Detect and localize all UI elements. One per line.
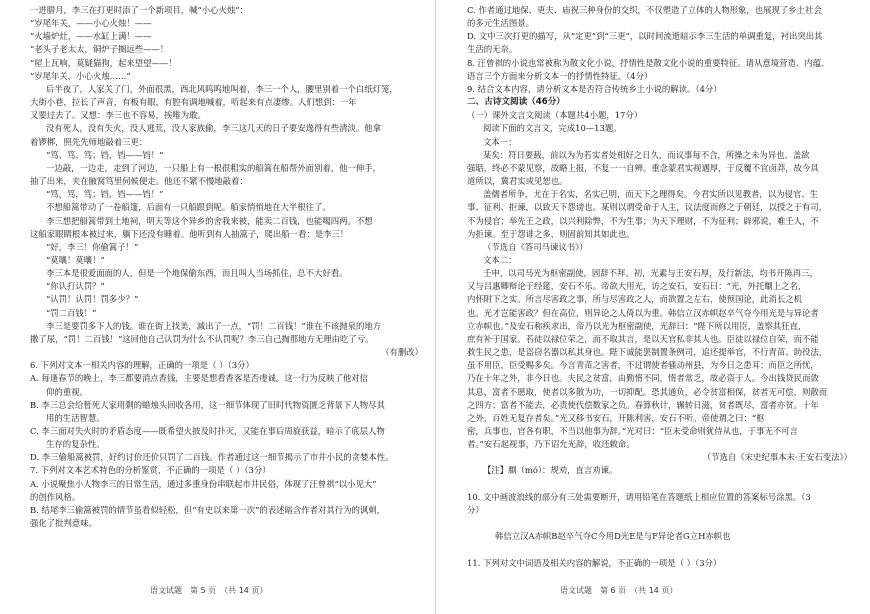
left-text-line: 后半夜了，人家关了门，外面很黑，西北风呜呜地叫着，李三一个人，腰里别着一个白纸灯笼， xyxy=(46,83,398,94)
left-text-line: 李三本是很爱面面的人，但是一个地保偷东西，而且叫人当场抓住，总不大好看。 xyxy=(46,268,348,279)
left-text-line: 7. 下列对文本艺术特色的分析鉴赏，不正确的一项是（ ）（3分） xyxy=(30,465,271,476)
right-text-line: 文本二： xyxy=(483,254,517,265)
left-text-line: 这船家眼睛根本被过来，躺下还没有睡着。他听到有人抽篙子，爬出船一看：是李三！ xyxy=(30,228,349,239)
left-text-line: 一边敲，一边走，走到了河边，一只船上有一根很粗实的船篙在船帮外面别着，他一伸手， xyxy=(46,162,381,173)
left-text-line: C. 李三面对失火时的矛盾态度——既希望火披及时扑灭，又能在事后周旋获益，暗示了底层人物 xyxy=(30,426,385,436)
right-text-line: 之四方；富者不能去，必责使代偿数家之负。春算秋计，辗转日滋，贫者既尽，富者亦贫。十年 xyxy=(467,399,819,410)
column-divider xyxy=(435,0,436,614)
left-text-line: 6. 下列对文本一相关内容的理解，正确的一项是（ ）（3分） xyxy=(30,360,254,371)
left-text-line: “莫嚷！莫嚷！” xyxy=(46,254,105,265)
right-text-line: （一）课外文言文阅读（本题共4小题，17分） xyxy=(467,110,643,121)
right-text-line: 不为侵官；举先王之政，以兴利除弊，不为生事；为天下理财，不为征利；辟邪说，难壬人，不 xyxy=(467,215,819,226)
left-text-line: “你认打认罚？” xyxy=(46,281,105,292)
right-text-line: 也。光才岂能害政？但在高位，则异论之人倚以为重。韩信立汉赤帜赵卒气夺今用光是与异论者 xyxy=(467,307,819,318)
footer-left-page-number: 语文试题 第 5 页 （共 14 页） xyxy=(150,586,268,595)
right-text-line: 庶有补于国家。若徒以禄位荣之，而不取其言，是以天官私非其人也。臣徒以禄位自荣，而不能 xyxy=(467,333,819,344)
right-text-line: 其息，富者不愿取，使者以多散为功，一切抑配。恐其通负，必令贫富相保，贫者无可偿，则散而 xyxy=(467,386,828,397)
footer-right-page-number: 语文试题 第 6 页 （共 14 页） xyxy=(560,586,678,595)
left-text-line: 李三想把船篙带到土地祠，明天等这个异乡的舍我来被，能卖二百钱，也能喝四两。不想 xyxy=(46,215,373,226)
right-text-line: 10. 文中画波浪线的部分有三处需要断开，请用铅笔在答题纸上相应位置的答案标号涂黑。（3 xyxy=(467,491,811,502)
left-text-line: 不想船篙带动了一卷船篷，后面有一只船跟到呢。船家悄悄地在大半根往了。 xyxy=(46,202,331,213)
right-text-line: 立赤帜也。”及安石称疾求出，帝乃以光为枢密副使，光辞曰：“陛下所以用臣，盖察其狂直， xyxy=(467,320,807,331)
left-text-line: 一进腊月，李三在打更时添了一个新项目，喊“小心火烛”： xyxy=(30,5,248,15)
left-text-line: 大街小巷，拉长了声音，有板有眼，有腔有调地喊着，听起来有点凄惨。人们想到：一年 xyxy=(30,97,357,108)
left-text-line: “老头子老太太，铜炉子搁远些——！ xyxy=(30,44,169,55)
left-text-line: “笃，笃，笃；铛，铛——铛！” xyxy=(46,189,164,200)
left-text-line: 又要过去了。又想：李三也不容易，挨唯为敢。 xyxy=(30,110,206,121)
left-text-line: 的创作风格。 xyxy=(30,491,81,502)
right-text-line: 二、古诗文阅读（46分） xyxy=(467,97,565,108)
right-text-line: 某矣：符日要载，前以为为若实者处相好之日久，而议事每不合，所操之未为异也。盖欲 xyxy=(483,149,810,160)
left-text-line: “岁尾年关，小心火烛……” xyxy=(30,70,131,81)
right-text-line: 韩信立汉A赤帜B赵卒气夺C今用D光E是与F异论者G立H赤帜也 xyxy=(495,531,731,542)
right-column xyxy=(437,0,870,614)
right-text-line: 救生民之患，是盗窃名器以私其身也。陛下诚能罢制置条例司，追还提举官，不行青苗、助役法， xyxy=(467,347,828,358)
left-text-line: 用的生活智慧。 xyxy=(46,412,105,423)
right-text-line: 道所以，冀君实或见恕也。 xyxy=(467,176,568,187)
right-text-line: 之外，百姓无复存者矣。”光又移书安石，开陈利害，安石不听。帝使谓之曰：“枢 xyxy=(467,412,765,423)
left-text-line: “火墙炉灶，——水缸上满！—— xyxy=(30,31,152,42)
right-text-line: 盖儒者所争，尤在于名实，名实已明，而天下之理得矣。今君实所以见教者，以为侵官、生 xyxy=(483,189,818,200)
left-text-line: 生存的复杂性。 xyxy=(46,439,105,450)
right-text-line xyxy=(467,517,856,530)
left-text-line: “好，李三！你偷篙子！” xyxy=(46,241,139,252)
right-text-line: （节选自《宋史纪事本末·王安石变法》） xyxy=(702,452,852,463)
right-text-line: 的多元生活图景。 xyxy=(467,18,534,29)
right-text-line: 【注】劘（mó）：规劝，直言劝谏。 xyxy=(483,465,618,476)
right-text-line: 语言三个方面来分析文本一的抒情性特征。（4分） xyxy=(467,70,653,81)
right-text-line: 密，兵事也，官各有职，不当以他事为辞。”光对曰：“臣未受命则犹侍从也，于事无不可言 xyxy=(467,426,798,436)
left-text-line: “罚二百钱！” xyxy=(46,307,97,318)
left-text-line: 抽了出来，夹在腋窝笃里伺候便走。他还不紧不慢地敲着： xyxy=(30,176,248,187)
left-text-line: “认罚！认罚！罚多少？” xyxy=(46,294,139,305)
left-text-line: A. 每逢春节的晚上，李三都要消点香钱，主要是想看香客是否虔诚。这一行为反映了他对信 xyxy=(30,373,368,384)
left-text-line: 着锣梆，照先先师地敲着三更： xyxy=(30,136,148,147)
left-text-line: D. 李三偷船篙被罚，好约讨价还价只罚了二百钱。作者通过这一细节揭示了市井小民的贪婪本性。 xyxy=(30,452,394,463)
right-text-line: C. 作者通过地保、更夫、庙祝三种身份的交织，不仅塑造了立体的人物形象，也展现了乡土社会 xyxy=(467,5,822,15)
right-text-line: 11. 下列对文中词语及相关内容的解说，不正确的一项是（ ）（3分） xyxy=(467,557,722,568)
right-text-line: 又与吕惠卿辩论于经筵，安石不乐。帝欲大用光，访之安石，安石曰：“光，外托劘上之名， xyxy=(467,281,807,292)
right-text-line: 8. 汪曾祺的小说也常被称为散文化小说，抒情性是散文化小说的重要特征。请从意境营造、内蕴、 xyxy=(467,57,830,68)
left-text-line: A. 小说聚焦小人物李三的日常生活，通过多重身份串联起市井民俗，体现了汪曾祺“以小见大” xyxy=(30,478,377,489)
right-text-line: 分） xyxy=(467,504,484,515)
left-text-line: 李三是要罚多下人的钱。谁在街上找美，減出了一点，“罚！二百钱！”谁在不该抛泉的地方 xyxy=(46,320,382,331)
right-text-line: 者。”安石起视事，乃下诏允光辞，收还敕命。 xyxy=(467,439,635,450)
right-text-line xyxy=(467,543,856,556)
left-text-line: （有删改） xyxy=(381,347,423,358)
right-text-line: 虽不用臣，臣受赐多矣。今言青苗之害者，不过谓使者骚动州县，为今日之患耳；而臣之所忧， xyxy=(467,360,819,371)
right-text-line: 事、征利、拒谏，以致天下怨谤也。某则以谓受命于人主，议法度而修之于朝廷，以授之于有司， xyxy=(467,202,828,213)
left-text-line: “岁尾年关，——小心火烛！—— xyxy=(30,18,152,29)
right-text-line: 强聒，终必不蒙见察，故略上报，不复一一自辨。重念蒙君实视遇厚，于反覆不宜卤莽，故今具 xyxy=(467,162,819,173)
left-text-line: B. 李三总会给暂死人家用剩的蜡烛头回收各用，这一细节体现了旧时代物资匮乏背景下人物尽其 xyxy=(30,399,385,410)
right-text-line: 为拒谏。至于怨诽之多，则固前知其如此也。 xyxy=(467,228,635,239)
right-text-line: 内怀附下之实。所言尽害政之事，所与尽害政之人，而欲置之左右，使预国论，此消长之机 xyxy=(467,294,802,305)
left-text-line: 撒了尿，“罚！二百钱！”这回他自己认罚为什么不认罚呢？李三自己掏那地方无理由吃了亏。 xyxy=(30,333,374,344)
left-text-line: 强化了批判意味。 xyxy=(30,518,97,529)
right-text-line: 阅读下面的文言文，完成10—13题。 xyxy=(483,123,622,134)
left-text-line: 仰的重视。 xyxy=(46,386,88,397)
right-text-line: 乃在十年之外，非今日也。夫民之贫富，由勤惰不同，惰者常乏，故必资于人。今出钱贷民而敛 xyxy=(467,373,819,384)
left-text-line: “笃、笃、笃；铛，铛——铛！” xyxy=(46,149,164,160)
left-text-line: 没有死人，没有失火，没人逃荒，没人家族偷，李三这几天的日子要安逸得有些清淡。他拿 xyxy=(46,123,381,134)
left-text-line: “屋上瓦响，莫疑猫狗，起来望望——！ xyxy=(30,57,177,68)
right-text-line xyxy=(467,478,856,491)
right-text-line: 生活的无奈。 xyxy=(467,44,518,55)
right-text-line: 壬申，以司马光为枢密副使，固辞不拜。初，光素与王安石厚，及行新法，均书开陈再三， xyxy=(483,268,818,279)
right-text-line: 文本一： xyxy=(483,136,517,147)
left-text-line: B. 结尾李三偷篙被罚的情节虽看似轻松，但“有史以来第一次”的表述暗含作者对其行为的讽刺， xyxy=(30,504,386,515)
right-text-line: （节选自《答司马谏议书》） xyxy=(483,241,588,252)
right-text-line: 9. 结合文本内容，请分析文本是否符合传统乡土小说的解读。（4分） xyxy=(467,83,722,94)
right-text-line: D. 文中三次打更的描写，从“定更”到“三更”，以时间流逝暗示李三生活的单调重复，衬出突出其 xyxy=(467,31,823,42)
